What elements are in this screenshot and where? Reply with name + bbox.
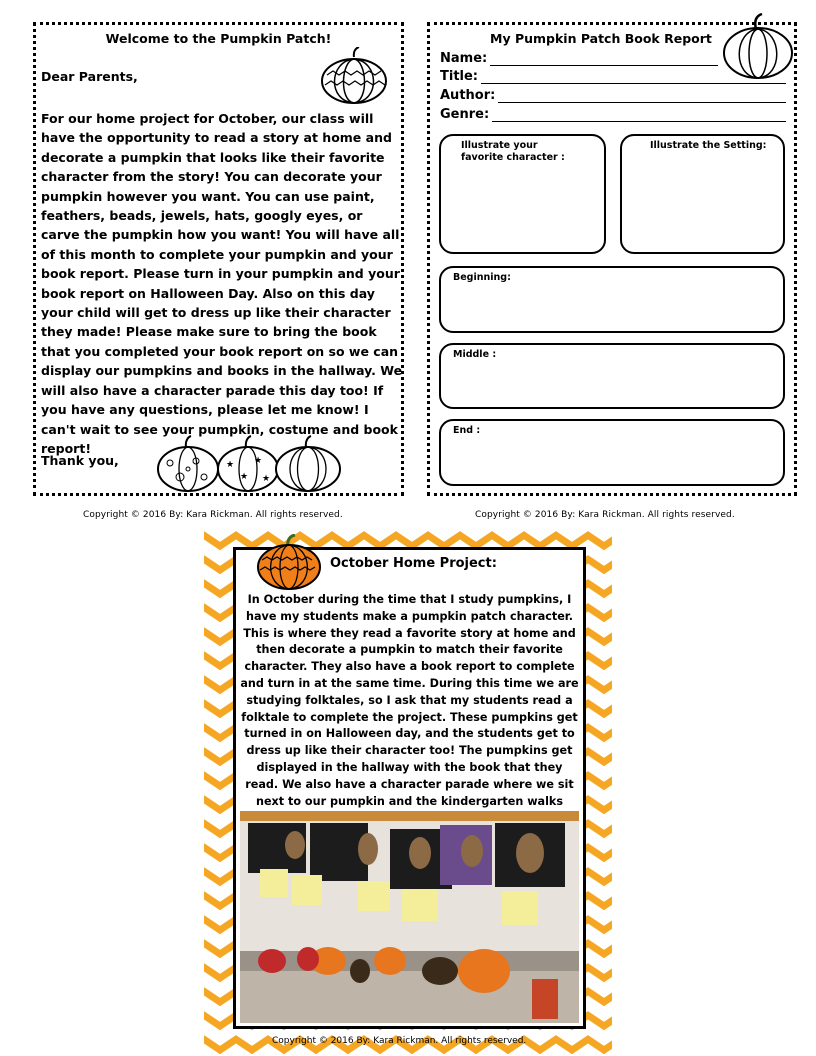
- letter-copyright: Copyright © 2016 By: Kara Rickman. All rights reserved.: [83, 510, 343, 520]
- poster-title: October Home Project:: [330, 556, 497, 571]
- report-copyright: Copyright © 2016 By: Kara Rickman. All rights reserved.: [475, 510, 735, 520]
- middle-box[interactable]: [439, 343, 785, 409]
- setting-box-label: Illustrate the Setting:: [650, 140, 767, 151]
- author-field[interactable]: [440, 88, 786, 103]
- end-box[interactable]: [439, 419, 785, 486]
- name-label: Name:: [440, 51, 488, 66]
- genre-label: Genre:: [440, 107, 490, 122]
- title-label: Title:: [440, 69, 479, 84]
- svg-text:★: ★: [240, 472, 249, 482]
- poster-copyright: Copyright © 2016 By: Kara Rickman. All rights reserved.: [272, 1036, 527, 1046]
- poster-content-frame: [233, 547, 586, 1029]
- title-field[interactable]: [440, 69, 786, 84]
- letter-title: Welcome to the Pumpkin Patch!: [105, 31, 332, 46]
- hallway-photo: [240, 811, 579, 1023]
- home-project-poster: [204, 528, 612, 1054]
- character-illustration-box[interactable]: [439, 134, 606, 254]
- letter-body: For our home project for October, our class will have the opportunity to read a story at home and decorate a pumpkin that looks like their favorite character from the story! You can decorate your pumpkin however you want. You can use paint, feathers, beads, jewels, hats, googly eyes, or carve the pumpkin how you want! You will have all of this month to complete your pumpkin and your book report. Please turn in your pumpkin and your book report on Halloween Day. Also on this day your child will get to dress up like their character they made! Please make sure to bring the book that you completed your book report on so we can display our pumpkins and books in the hallway. We will also have a character parade this day too! If you have any questions, please let me know! I can't wait to see your pumpkin, costume and book report!: [41, 111, 403, 456]
- end-box-label: End :: [453, 425, 481, 436]
- book-report-panel: [427, 22, 797, 496]
- three-pumpkins-icon: [156, 433, 342, 493]
- author-label: Author:: [440, 88, 496, 103]
- svg-text:★: ★: [254, 456, 263, 466]
- letter-closing: Thank you,: [41, 453, 119, 468]
- svg-text:★: ★: [226, 460, 235, 470]
- setting-illustration-box[interactable]: [620, 134, 785, 254]
- svg-text:★: ★: [262, 474, 271, 484]
- orange-pumpkin-icon: [256, 534, 322, 590]
- character-box-label: Illustrate your favorite character :: [461, 140, 565, 163]
- beginning-box[interactable]: [439, 266, 785, 333]
- zigzag-pumpkin-icon: [319, 47, 389, 105]
- name-field[interactable]: [440, 51, 718, 66]
- report-title: My Pumpkin Patch Book Report: [490, 31, 712, 46]
- parent-letter-panel: [33, 22, 404, 496]
- middle-box-label: Middle :: [453, 349, 497, 360]
- genre-field[interactable]: [440, 107, 786, 122]
- letter-greeting: Dear Parents,: [41, 69, 138, 84]
- poster-body: In October during the time that I study pumpkins, I have my students make a pumpkin patch character. This is where they read a favorite story at home and then decorate a pumpkin to match their favorite character. They also have a book report to complete and turn in at the same time. During this time we are studying folktales, so I ask that my students read a folktale to complete the project. These pumpkins get turned in on Halloween day, and the students get to dress up like their character too! The pumpkins get displayed in the hallway with the book that they read. We also have a character parade where we sit next to our pumpkin and the kindergarten walks: [240, 593, 579, 808]
- beginning-box-label: Beginning:: [453, 272, 511, 283]
